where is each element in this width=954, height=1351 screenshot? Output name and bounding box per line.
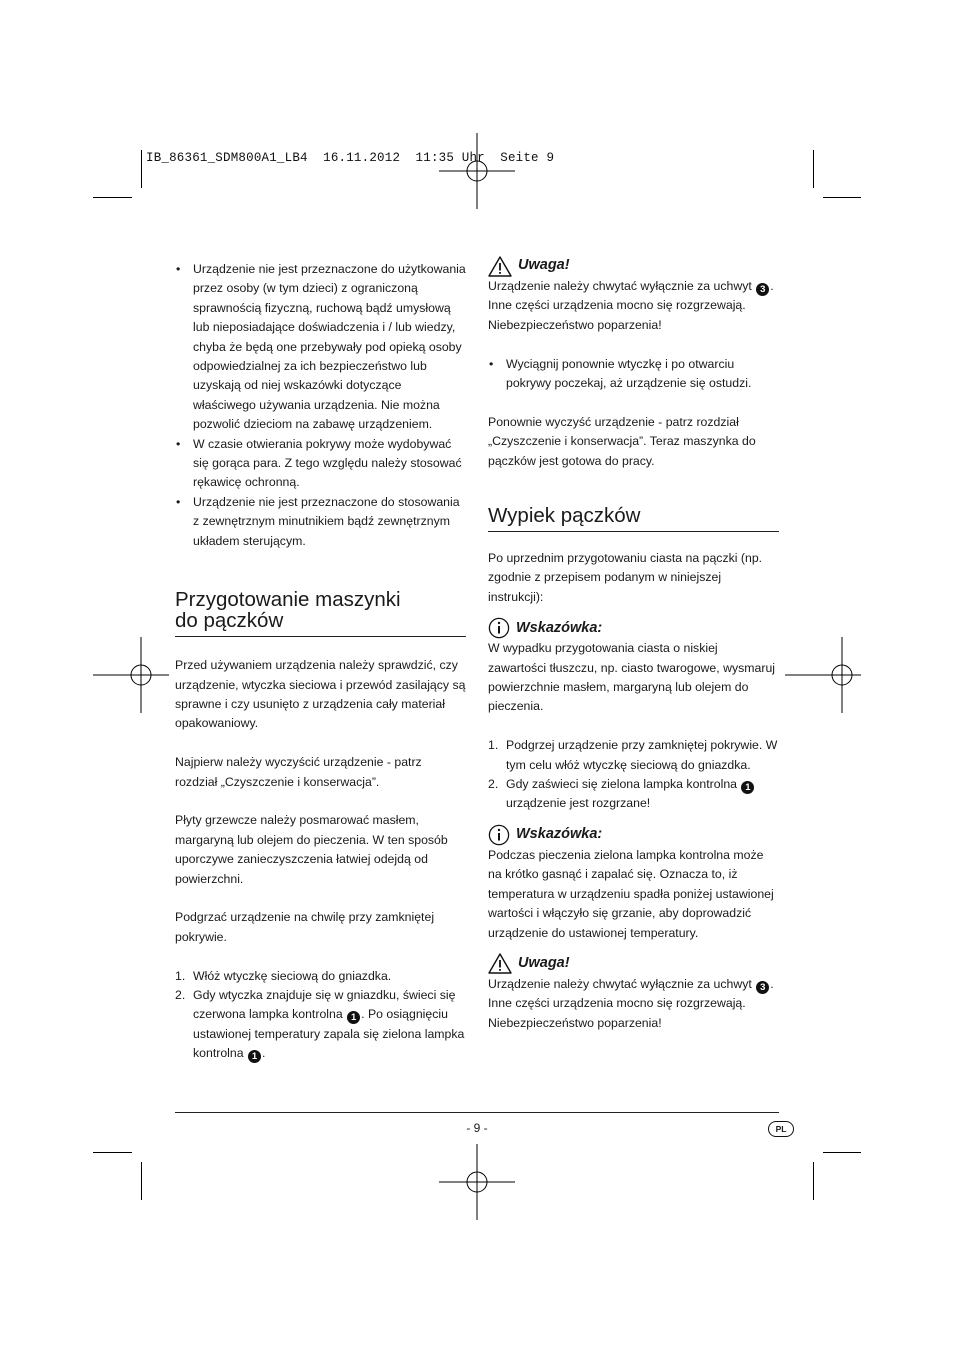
- footer-rule: [175, 1112, 779, 1113]
- warning-text: Urządzenie należy chwytać wyłącznie za uchwyt: [488, 279, 752, 293]
- list-item: [175, 986, 466, 1064]
- paragraph: Ponownie wyczyść urządzenie - patrz rozdział „Czyszczenie i konserwacja”. Teraz maszynka do pączków jest gotowa do pracy.: [488, 414, 756, 468]
- info-icon: [488, 617, 510, 639]
- step-text: Podgrzej urządzenie przy zamkniętej pokrywie. W tym celu włóż wtyczkę sieciową do gniazdka.: [506, 738, 778, 772]
- step-text: Gdy wtyczka znajduje się w gniazdku, świeci się czerwona lampka kontrolna: [193, 987, 456, 1022]
- list-item: [488, 736, 779, 775]
- warning-title: Uwaga!: [518, 257, 570, 274]
- warning-heading: [488, 953, 779, 975]
- heading-line: do pączków: [175, 609, 284, 633]
- tip-heading: [488, 824, 779, 846]
- step-number: 1.: [488, 738, 499, 753]
- language-badge: PL: [768, 1121, 794, 1137]
- paragraph: Najpierw należy wyczyścić urządzenie - patrz rozdział „Czyszczenie i konserwacja”.: [175, 755, 422, 789]
- safety-bullet-list: [175, 260, 466, 551]
- step-number: 2.: [488, 777, 499, 792]
- paragraph: Podgrzać urządzenie na chwilę przy zamkniętej pokrywie.: [175, 910, 435, 944]
- warning-text: . Inne części urządzenia mocno się rozgrzewają. Niebezpieczeństwo poparzenia!: [488, 279, 774, 332]
- paragraph: [488, 975, 779, 1033]
- crop-mark: [823, 197, 861, 198]
- step-text: . Po osiągnięciu ustawionej temperatury zapala się zielona lampka kontrolna: [193, 1007, 465, 1061]
- paragraph: Po uprzednim przygotowaniu ciasta na pączki (np. zgodnie z przepisem podanym w niniejszej instrukcji):: [488, 551, 763, 604]
- tip-heading: [488, 617, 779, 639]
- warning-text: Urządzenie należy chwytać wyłącznie za uchwyt: [488, 976, 752, 991]
- crop-mark: [93, 197, 132, 198]
- crop-mark: [813, 1162, 814, 1200]
- list-item: • Urządzenie nie jest przeznaczone do stosowania z zewnętrznym minutnikiem bądź zewnętrznym układem sterującym.: [175, 493, 466, 551]
- indicator-number-icon: 1: [248, 1050, 261, 1063]
- heading-line: Przygotowanie maszynki: [175, 588, 401, 612]
- tip-title: Wskazówka:: [516, 619, 603, 636]
- paragraph: Podczas pieczenia zielona lampka kontrolna może na krótko gasnąć i zapalać się. Oznacza to, iż temperatura w urządzeniu spadła poniżej ustawionej wartości i włączyło się grzanie, aby doprowadzić urządzenie do ustawionej temperatury.: [488, 847, 774, 940]
- step-number: 1.: [175, 968, 186, 983]
- paragraph: W wypadku przygotowania ciasta o niskiej zawartości tłuszczu, np. ciasto twarogowe, wysmaruj powierzchnie masłem, margaryną lub olejem do pieczenia.: [488, 641, 776, 714]
- left-column: [175, 260, 466, 1064]
- page-number: - 9 -: [466, 1121, 488, 1135]
- crop-mark: [813, 150, 814, 188]
- warning-text: . Inne części urządzenia mocno się rozgrzewają. Niebezpieczeństwo poparzenia!: [488, 976, 774, 1030]
- step-text: .: [262, 1046, 266, 1061]
- numbered-steps: [488, 736, 779, 814]
- paragraph: [488, 277, 779, 335]
- bullet-list: [488, 355, 779, 394]
- handle-number-icon: 3: [756, 283, 769, 296]
- registration-mark-icon: [785, 637, 861, 713]
- info-icon: [488, 824, 510, 846]
- paragraph: Przed używaniem urządzenia należy sprawdzić, czy urządzenie, wtyczka sieciowa i przewód zasilający są sprawne i czy usunięto z urządzenia cały materiał opakowaniowy.: [175, 658, 466, 731]
- handle-number-icon: 3: [756, 981, 769, 994]
- crop-mark: [823, 1152, 861, 1153]
- crop-mark: [93, 1152, 132, 1153]
- step-text: urządzenie jest rozgrzane!: [506, 796, 651, 811]
- list-item: • Wyciągnij ponownie wtyczkę i po otwarciu pokrywy poczekaj, aż urządzenie się ostudzi.: [488, 355, 779, 394]
- numbered-steps: [175, 967, 466, 1064]
- warning-triangle-icon: [488, 256, 512, 277]
- indicator-number-icon: 1: [347, 1011, 360, 1024]
- list-item: • W czasie otwierania pokrywy może wydobywać się gorąca para. Z tego względu należy stosować rękawicę ochronną.: [175, 435, 466, 493]
- paragraph: Płyty grzewcze należy posmarować masłem, margaryną lub olejem do pieczenia. W ten sposób uporczywe zanieczyszczenia łatwiej odejdą od powierzchni.: [175, 813, 448, 886]
- warning-heading: [488, 255, 779, 277]
- registration-mark-icon: [93, 637, 169, 713]
- list-item: • Urządzenie nie jest przeznaczone do użytkowania przez osoby (w tym dzieci) z ograniczoną sprawnością fizyczną, ruchową bądź umysłową lub nieposiadające doświadczenia i / lub wiedzy, chyba że będą one przebywały pod opieką osoby odpowiedzialnej za ich bezpieczeństwo lub uzyskają od niej wskazówki dotyczące właściwego używania urządzenia. Nie można pozwolić dzieciom na zabawę urządzeniem.: [175, 260, 466, 435]
- step-number: 2.: [175, 987, 186, 1002]
- warning-triangle-icon: [488, 953, 512, 974]
- section-heading-preparation: [175, 589, 466, 637]
- step-text: Włóż wtyczkę sieciową do gniazdka.: [193, 968, 392, 983]
- step-text: Gdy zaświeci się zielona lampka kontrolna: [506, 777, 738, 792]
- crop-mark: [141, 1162, 142, 1200]
- list-item: [175, 967, 466, 986]
- registration-mark-icon: [439, 1144, 515, 1220]
- warning-title: Uwaga!: [518, 955, 570, 972]
- crop-mark: [141, 150, 142, 188]
- tip-title: Wskazówka:: [516, 826, 603, 843]
- section-heading-baking: Wypiek pączków: [488, 505, 779, 532]
- print-slug: IB_86361_SDM800A1_LB4 16.11.2012 11:35 Uhr Seite 9: [146, 151, 555, 165]
- list-item: [488, 775, 779, 814]
- indicator-number-icon: 1: [741, 781, 754, 794]
- registration-mark-icon: [439, 133, 515, 209]
- right-column: [488, 255, 779, 1033]
